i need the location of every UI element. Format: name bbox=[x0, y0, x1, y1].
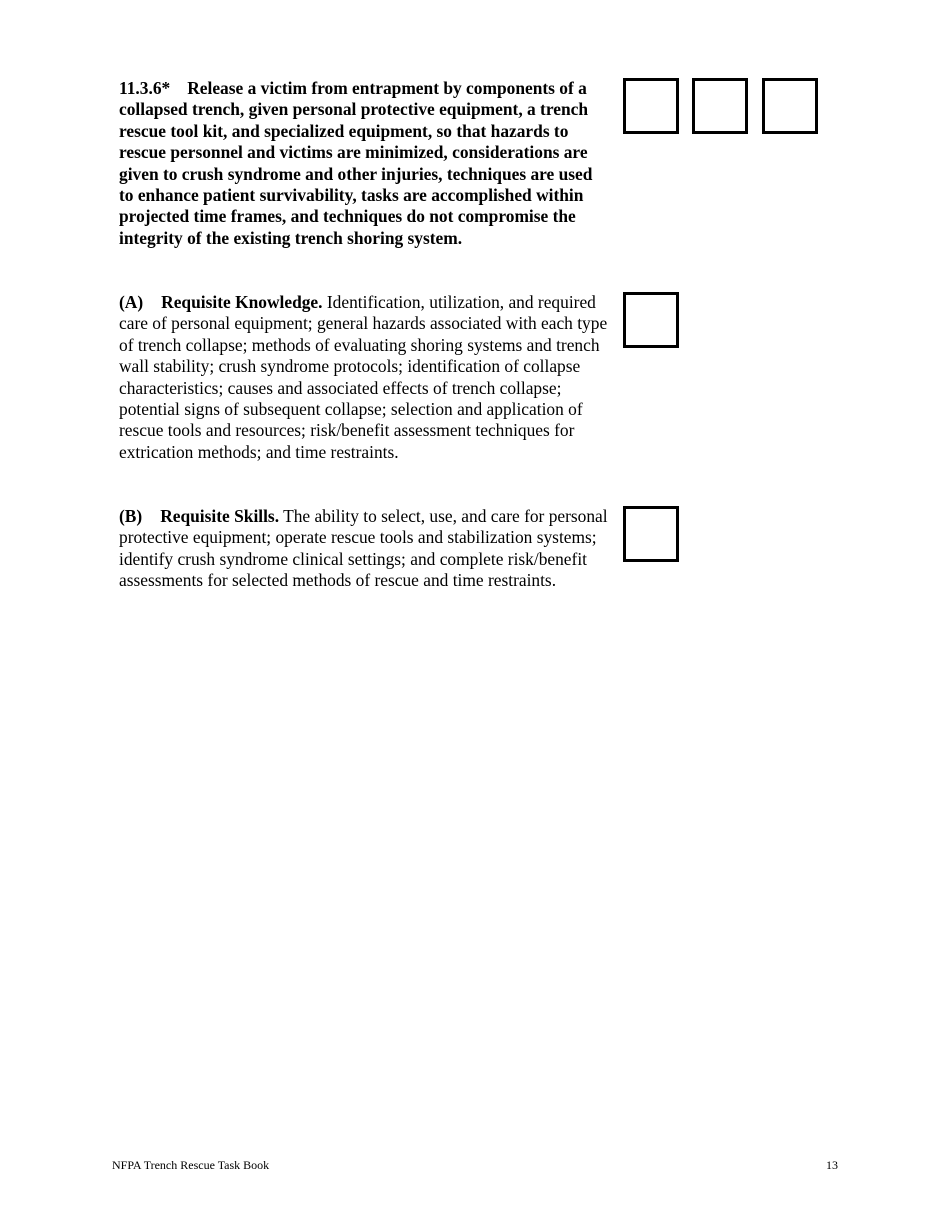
requisite-skills bbox=[119, 506, 611, 592]
section-number: 11.3.6* bbox=[119, 78, 171, 98]
requisite-knowledge bbox=[119, 292, 611, 463]
footer-title: NFPA Trench Rescue Task Book bbox=[112, 1158, 270, 1172]
requisite-knowledge-heading: Requisite Knowledge. bbox=[161, 292, 323, 312]
requisite-skills-text: The ability to select, use, and care for personal protective equipment; operate rescue tools and stabilization systems; identify crush syndrome clinical settings; and complete risk/benefit assessments for selected methods of rescue and time restraints. bbox=[119, 506, 608, 591]
requisite-knowledge-text: Identification, utilization, and required care of personal equipment; general hazards associated with each type of trench collapse; methods of evaluating shoring systems and trench wall stability; crush syndrome protocols; identification of collapse characteristics; causes and associated effects of trench collapse; potential signs of subsequent collapse; selection and application of rescue tools and resources; risk/benefit assessment techniques for extrication methods; and time restraints. bbox=[119, 292, 608, 462]
signoff-checkbox-3[interactable] bbox=[762, 78, 818, 134]
page-number: 13 bbox=[826, 1158, 838, 1172]
requisite-skills-heading: Requisite Skills. bbox=[160, 506, 280, 526]
section-11-3-6 bbox=[119, 78, 611, 249]
requisite-knowledge-checkbox[interactable] bbox=[623, 292, 679, 348]
signoff-checkbox-2[interactable] bbox=[692, 78, 748, 134]
signoff-checkbox-1[interactable] bbox=[623, 78, 679, 134]
section-text: Release a victim from entrapment by components of a collapsed trench, given personal protective equipment, a trench rescue tool kit, and specialized equipment, so that hazards to rescue personnel and victims are minimized, considerations are given to crush syndrome and other injuries, techniques are used to enhance patient survivability, tasks are accomplished within projected time frames, and techniques do not compromise the integrity of the existing trench shoring system. bbox=[119, 78, 593, 248]
requisite-skills-checkbox[interactable] bbox=[623, 506, 679, 562]
requisite-knowledge-marker: (A) bbox=[119, 292, 144, 312]
requisite-skills-marker: (B) bbox=[119, 506, 143, 526]
